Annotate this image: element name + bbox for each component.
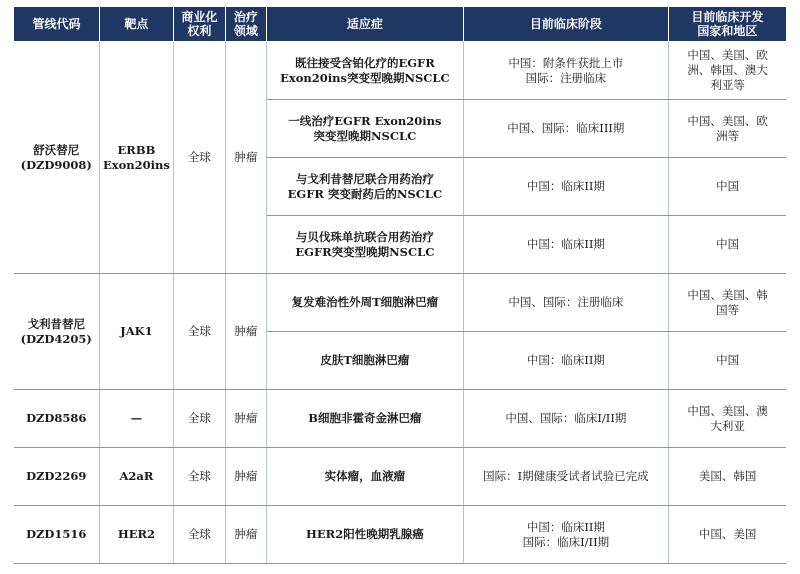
- header-area: 治疗 领域: [225, 7, 266, 42]
- pipeline-table: [13, 6, 787, 564]
- regions-cell: 中国: [668, 216, 786, 274]
- indication-cell: HER2阳性晚期乳腺癌: [266, 506, 463, 564]
- rights-cell: 全球: [173, 506, 225, 564]
- stage-cell: 国际：I期健康受试者试验已完成: [463, 448, 668, 506]
- header-stage: 目前临床阶段: [463, 7, 668, 42]
- area-cell: 肿瘤: [225, 42, 266, 274]
- stage-cell: 中国、国际：临床III期: [463, 100, 668, 158]
- regions-cell: 中国、美国、欧 洲、韩国、澳大 利亚等: [668, 42, 786, 100]
- indication-cell: 与戈利昔替尼联合用药治疗 EGFR 突变耐药后的NSCLC: [266, 158, 463, 216]
- table-row: [14, 448, 787, 506]
- stage-cell: 中国：临床II期: [463, 158, 668, 216]
- target-cell: —: [100, 390, 174, 448]
- pipeline-code-cell: 舒沃替尼 (DZD9008): [14, 42, 100, 274]
- stage-cell: 中国：附条件获批上市 国际：注册临床: [463, 42, 668, 100]
- header-indication: 适应症: [266, 7, 463, 42]
- target-cell: HER2: [100, 506, 174, 564]
- regions-cell: 中国: [668, 332, 786, 390]
- table-row: [14, 506, 787, 564]
- indication-cell: 复发难治性外周T细胞淋巴瘤: [266, 274, 463, 332]
- table-row: [14, 42, 787, 100]
- rights-cell: 全球: [173, 390, 225, 448]
- header-row: [14, 7, 787, 42]
- rights-cell: 全球: [173, 42, 225, 274]
- area-cell: 肿瘤: [225, 448, 266, 506]
- regions-cell: 中国、美国、澳 大利亚: [668, 390, 786, 448]
- table-body: [14, 42, 787, 564]
- header-regions: 目前临床开发 国家和地区: [668, 7, 786, 42]
- stage-cell: 中国：临床II期: [463, 332, 668, 390]
- indication-cell: 既往接受含铂化疗的EGFR Exon20ins突变型晚期NSCLC: [266, 42, 463, 100]
- header-code: 管线代码: [14, 7, 100, 42]
- stage-cell: 中国：临床II期 国际：临床I/II期: [463, 506, 668, 564]
- indication-cell: 皮肤T细胞淋巴瘤: [266, 332, 463, 390]
- indication-cell: 与贝伐珠单抗联合用药治疗 EGFR突变型晚期NSCLC: [266, 216, 463, 274]
- table-row: [14, 390, 787, 448]
- regions-cell: 中国、美国: [668, 506, 786, 564]
- regions-cell: 中国、美国、欧 洲等: [668, 100, 786, 158]
- area-cell: 肿瘤: [225, 274, 266, 390]
- regions-cell: 中国: [668, 158, 786, 216]
- regions-cell: 中国、美国、韩 国等: [668, 274, 786, 332]
- regions-cell: 美国、韩国: [668, 448, 786, 506]
- rights-cell: 全球: [173, 274, 225, 390]
- area-cell: 肿瘤: [225, 390, 266, 448]
- indication-cell: 实体瘤，血液瘤: [266, 448, 463, 506]
- target-cell: ERBB Exon20ins: [100, 42, 174, 274]
- area-cell: 肿瘤: [225, 506, 266, 564]
- pipeline-code-cell: 戈利昔替尼 (DZD4205): [14, 274, 100, 390]
- stage-cell: 中国、国际：注册临床: [463, 274, 668, 332]
- header-rights: 商业化 权利: [173, 7, 225, 42]
- stage-cell: 中国：临床II期: [463, 216, 668, 274]
- pipeline-code-cell: DZD1516: [14, 506, 100, 564]
- indication-cell: 一线治疗EGFR Exon20ins 突变型晚期NSCLC: [266, 100, 463, 158]
- pipeline-code-cell: DZD8586: [14, 390, 100, 448]
- pipeline-code-cell: DZD2269: [14, 448, 100, 506]
- stage-cell: 中国、国际：临床I/II期: [463, 390, 668, 448]
- target-cell: A2aR: [100, 448, 174, 506]
- target-cell: JAK1: [100, 274, 174, 390]
- header-target: 靶点: [100, 7, 174, 42]
- rights-cell: 全球: [173, 448, 225, 506]
- table-row: [14, 274, 787, 332]
- indication-cell: B细胞非霍奇金淋巴瘤: [266, 390, 463, 448]
